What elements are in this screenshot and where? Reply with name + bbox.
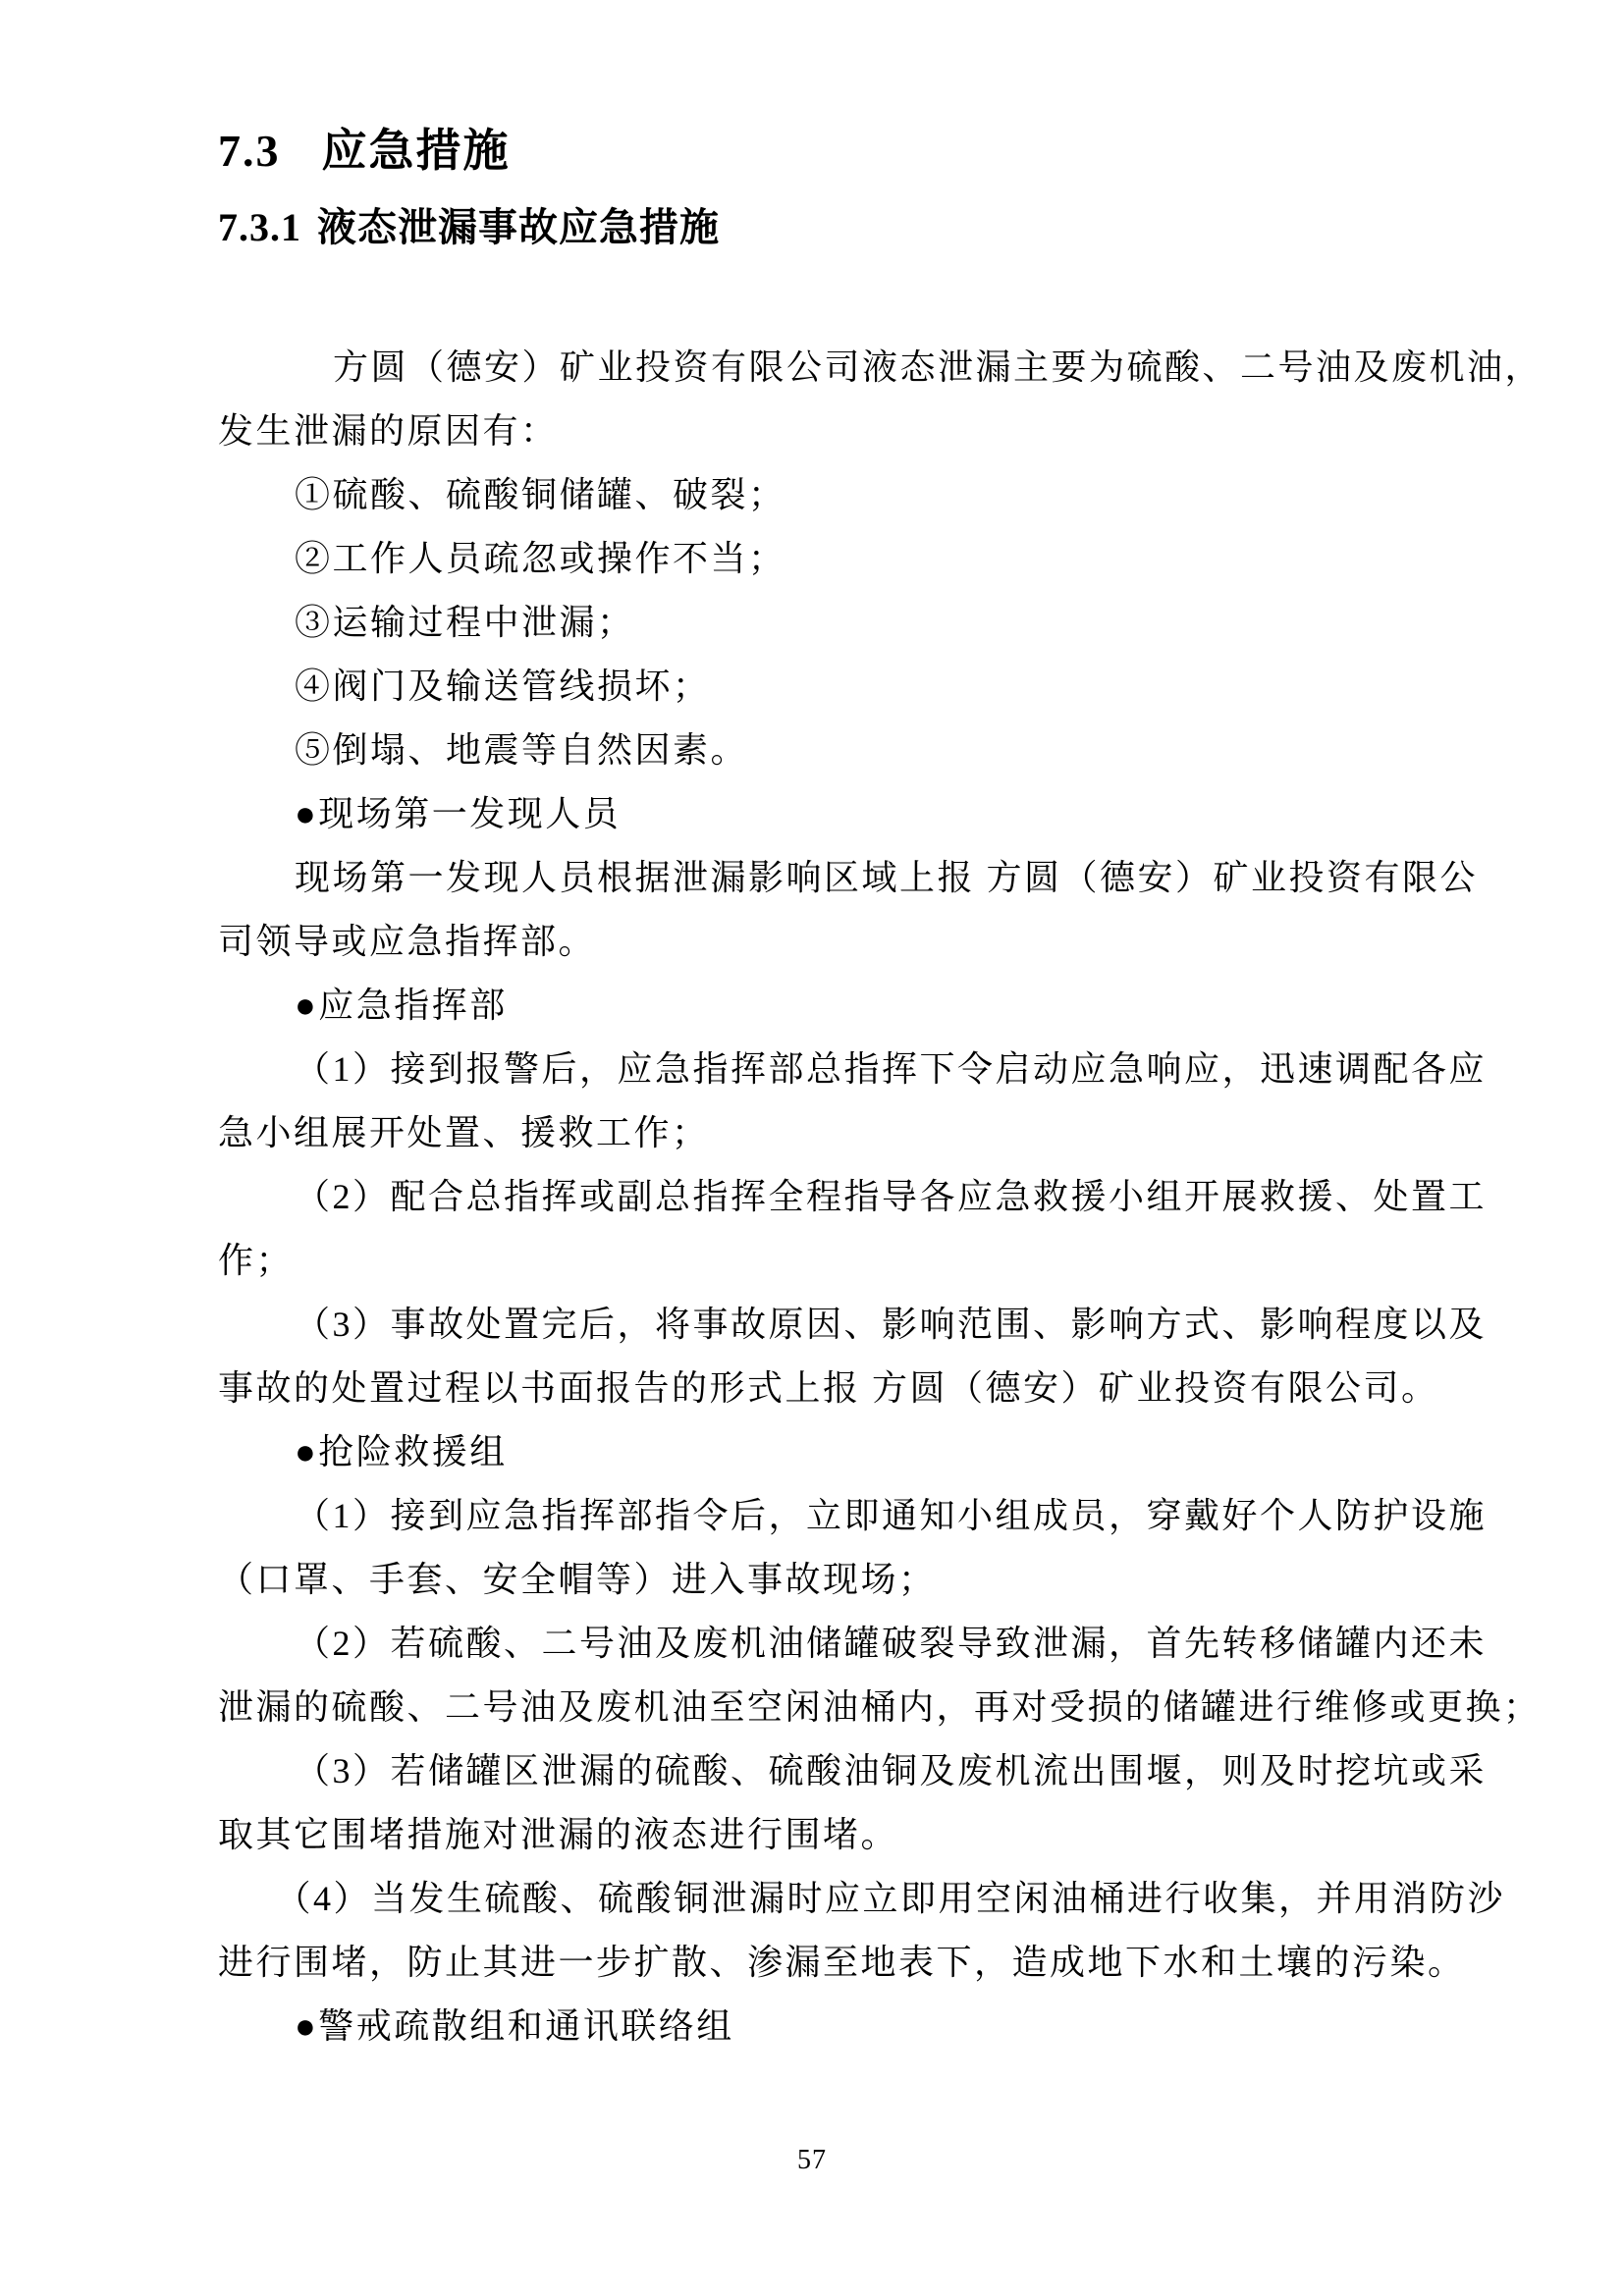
text-line: ●现场第一发现人员 [295,794,622,833]
document-body [218,336,1543,2058]
text-line: 取其它围堵措施对泄漏的液态进行围堵。 [218,1815,899,1854]
text-line: （2）若硫酸、二号油及废机油储罐破裂导致泄漏，首先转移储罐内还未 [295,1624,1488,1663]
text-line: 泄漏的硫酸、二号油及废机油至空闲油桶内，再对受损的储罐进行维修或更换； [218,1687,1542,1727]
text-line: ③运输过程中泄漏； [295,603,635,642]
subsection-heading [218,202,1485,253]
page-number: 57 [797,2145,827,2175]
section-heading [218,124,1485,179]
text-line: 方圆（德安）矿业投资有限公司液态泄漏主要为硫酸、二号油及废机油， [333,347,1543,387]
text-line: （3）若储罐区泄漏的硫酸、硫酸油铜及废机流出围堰，则及时挖坑或采 [295,1751,1488,1790]
text-line: ●应急指挥部 [295,986,508,1025]
text-line: （2）配合总指挥或副总指挥全程指导各应急救援小组开展救援、处置工 [295,1177,1488,1216]
text-line: ●警戒疏散组和通讯联络组 [295,2006,734,2046]
text-line: （1）接到应急指挥部指令后，立即通知小组成员，穿戴好个人防护设施 [295,1496,1488,1535]
text-line: 急小组展开处置、援救工作； [218,1113,710,1152]
text-line: 进行围堵，防止其进一步扩散、渗漏至地表下，造成地下水和土壤的污染。 [218,1943,1466,1982]
text-line: ②工作人员疏忽或操作不当； [295,539,786,578]
text-line: ⑤倒塌、地震等自然因素。 [295,730,749,770]
section-number: 7.3 [218,126,281,176]
subsection-title: 液态泄漏事故应急措施 [317,205,720,249]
text-line: 事故的处置过程以书面报告的形式上报 方圆（德安）矿业投资有限公司。 [218,1368,1439,1408]
document-content [218,124,1543,2058]
text-line: （4）当发生硫酸、硫酸铜泄漏时应立即用空闲油桶进行收集，并用消防沙 [275,1879,1506,1918]
text-line: 作； [218,1241,295,1280]
text-line: 司领导或应急指挥部。 [218,922,597,961]
text-line: 发生泄漏的原因有： [218,411,559,451]
page-footer [0,2145,1624,2176]
text-line: （1）接到报警后，应急指挥部总指挥下令启动应急响应，迅速调配各应 [295,1049,1488,1089]
subsection-number: 7.3.1 [218,205,301,249]
text-line: （口罩、手套、安全帽等）进入事故现场； [218,1560,937,1599]
text-line: ①硫酸、硫酸铜储罐、破裂； [295,475,786,514]
text-line: 现场第一发现人员根据泄漏影响区域上报 方圆（德安）矿业投资有限公 [295,858,1479,897]
text-line: （3）事故处置完后，将事故原因、影响范围、影响方式、影响程度以及 [295,1305,1488,1344]
text-line: ④阀门及输送管线损坏； [295,667,711,706]
text-line: ●抢险救援组 [295,1432,508,1471]
section-title: 应急措施 [321,126,511,176]
